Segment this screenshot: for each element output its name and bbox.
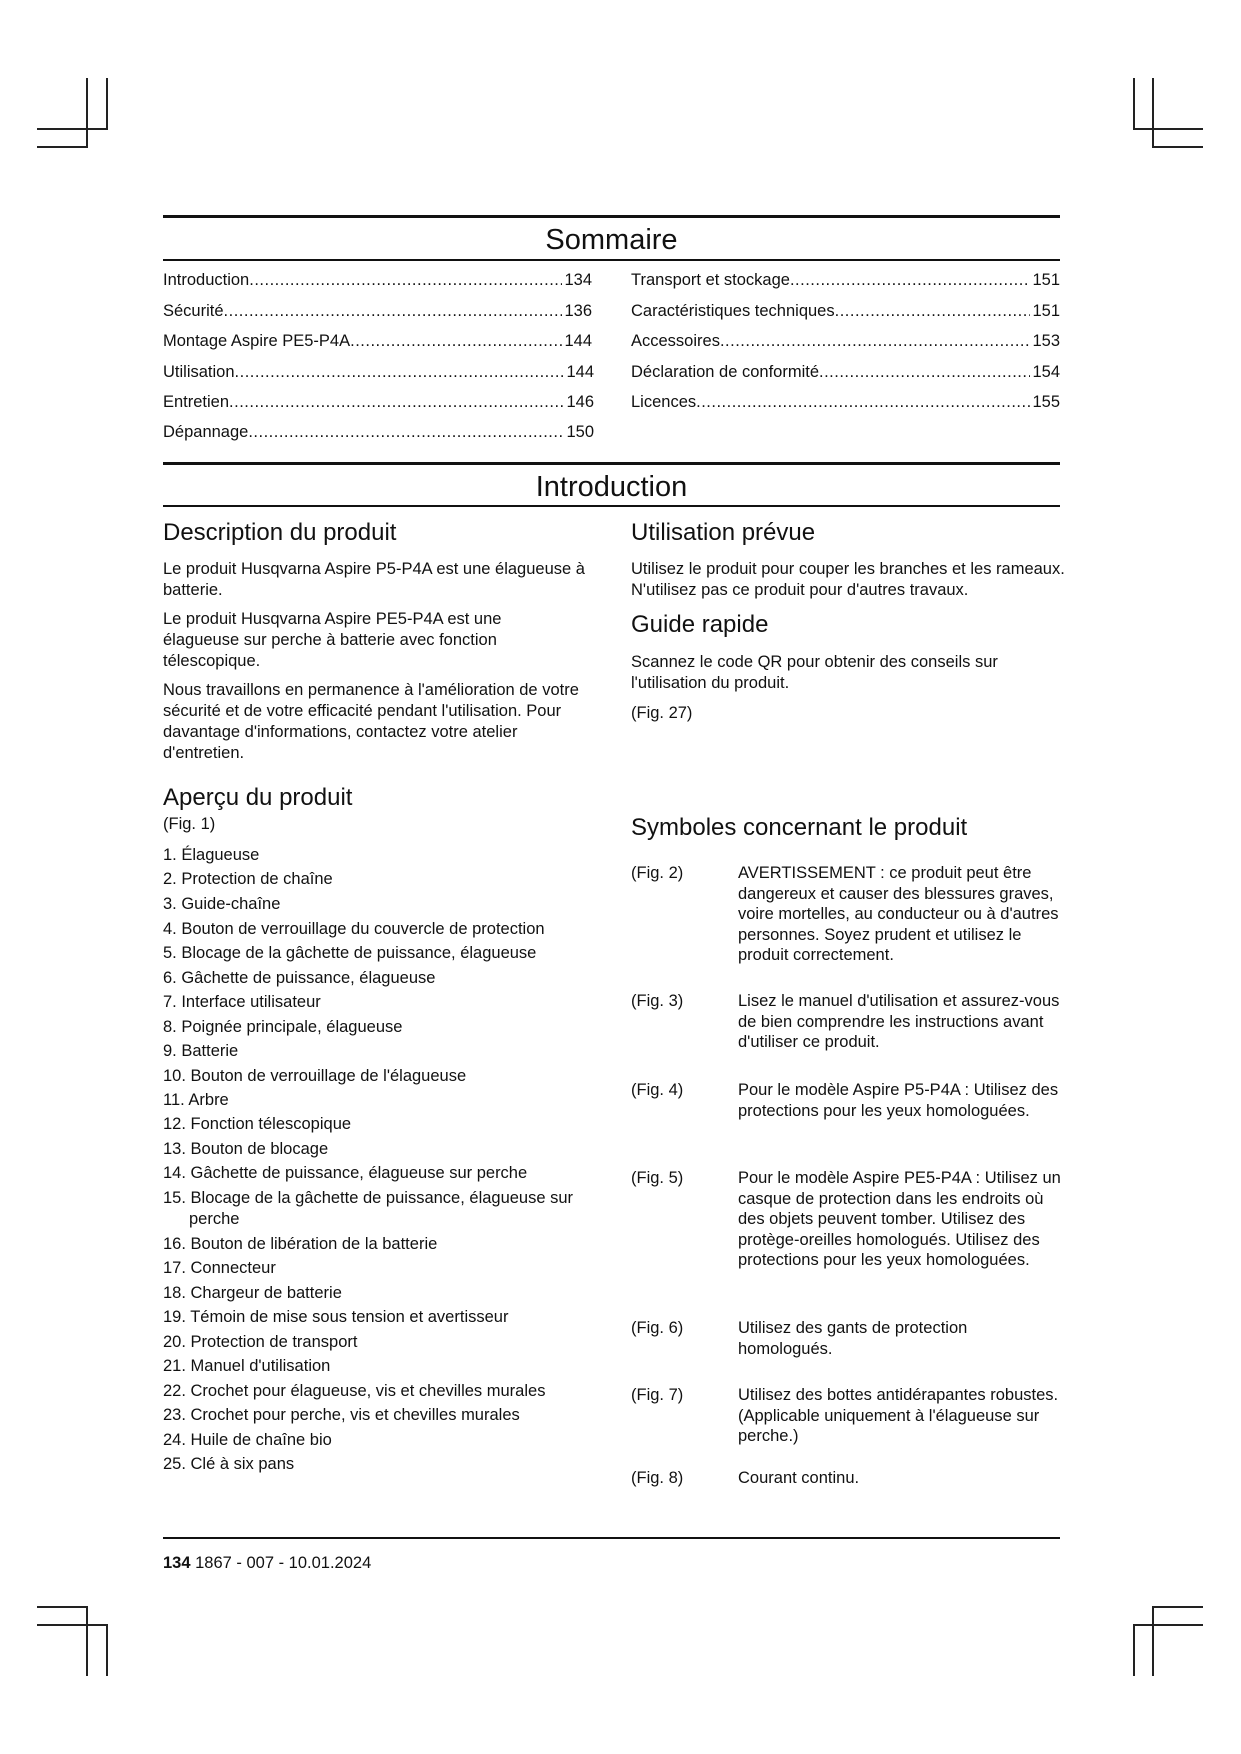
guide-paragraph: Scannez le code QR pour obtenir des conseils sur l'utilisation du produit.: [631, 653, 998, 692]
toc-entry[interactable]: [163, 422, 594, 442]
list-item: 1. Élagueuse: [163, 846, 260, 864]
list-item-text: 15. Blocage de la gâchette de puissance, élagueuse sur: [163, 1189, 574, 1207]
toc-entry-page: 136: [564, 302, 592, 320]
toc-title: Sommaire: [545, 224, 678, 256]
toc-entry[interactable]: [163, 331, 592, 351]
toc-entry-label: Montage Aspire PE5-P4A: [163, 332, 351, 350]
toc-entry-page: 153: [1032, 332, 1060, 350]
symbol-description: Utilisez des bottes antidérapantes robustes. (Applicable uniquement à l'élagueuse sur perche.): [738, 1386, 1059, 1445]
list-item: 20. Protection de transport: [163, 1333, 358, 1351]
symbol-fig-ref: (Fig. 4): [631, 1081, 684, 1099]
toc-entry[interactable]: [163, 362, 594, 382]
symbol-description: Courant continu.: [738, 1469, 860, 1487]
list-item: 18. Chargeur de batterie: [163, 1284, 342, 1302]
description-paragraph: Nous travaillons en permanence à l'amélioration de votre sécurité et de votre efficacité pendant l'utilisation. Pour davantage d'informations, contactez votre atelier d'entretien.: [163, 681, 579, 762]
list-item: 24. Huile de chaîne bio: [163, 1431, 332, 1449]
list-item: 3. Guide-chaîne: [163, 895, 281, 913]
symbol-description: Pour le modèle Aspire P5-P4A : Utilisez des protections pour les yeux homologuées.: [738, 1081, 1059, 1120]
list-item: 19. Témoin de mise sous tension et avertisseur: [163, 1308, 509, 1326]
toc-entry-label: Entretien: [163, 393, 230, 411]
list-item: 8. Poignée principale, élagueuse: [163, 1018, 403, 1036]
symbol-description: Lisez le manuel d'utilisation et assurez-vous de bien comprendre les instructions avant d'utiliser ce produit.: [738, 992, 1060, 1051]
list-item: 6. Gâchette de puissance, élagueuse: [163, 969, 436, 987]
toc-entry-label: Introduction: [163, 271, 250, 289]
apercu-fig-ref: (Fig. 1): [163, 815, 216, 833]
toc-entry-page: 151: [1032, 302, 1060, 320]
toc-entry-page: 146: [566, 393, 594, 411]
utilisation-paragraph: Utilisez le produit pour couper les branches et les rameaux. N'utilisez pas ce produit pour d'autres travaux.: [631, 560, 1065, 599]
toc-entry-page: 151: [1032, 271, 1060, 289]
symbol-fig-ref: (Fig. 2): [631, 864, 684, 882]
list-item: 10. Bouton de verrouillage de l'élagueuse: [163, 1067, 467, 1085]
toc-entry[interactable]: [163, 301, 592, 321]
description-heading: Description du produit: [163, 519, 397, 546]
toc-entry-label: Dépannage: [163, 423, 249, 441]
divider: [163, 505, 1060, 507]
page-footer: [163, 1553, 371, 1573]
toc-entry-page: 154: [1032, 363, 1060, 381]
section-title: Introduction: [535, 471, 688, 503]
toc-entry[interactable]: [631, 301, 1060, 321]
divider: [163, 215, 1060, 218]
list-item: [163, 1188, 603, 1230]
divider: [163, 462, 1060, 465]
symbol-fig-ref: (Fig. 5): [631, 1169, 684, 1187]
list-item: 23. Crochet pour perche, vis et chevilles murales: [163, 1406, 520, 1424]
symbol-description: AVERTISSEMENT : ce produit peut être dangereux et causer des blessures graves, voire mortelles, au conducteur ou à d'autres personnes. Soyez prudent et utilisez le produit correctement.: [738, 864, 1059, 964]
symbol-fig-ref: (Fig. 6): [631, 1319, 684, 1337]
toc-entry-label: Accessoires: [631, 332, 720, 350]
symbol-fig-ref: (Fig. 8): [631, 1469, 684, 1487]
list-item: 12. Fonction télescopique: [163, 1115, 352, 1133]
description-paragraph: Le produit Husqvarna Aspire P5-P4A est une élagueuse à batterie.: [163, 560, 585, 599]
list-item: 14. Gâchette de puissance, élagueuse sur perche: [163, 1164, 528, 1182]
document-reference: 1867 - 007 - 10.01.2024: [195, 1554, 372, 1572]
toc-entry-label: Licences: [631, 393, 697, 411]
toc-entry-page: 134: [564, 271, 592, 289]
toc-entry-label: Utilisation: [163, 363, 235, 381]
list-item: 16. Bouton de libération de la batterie: [163, 1235, 438, 1253]
guide-fig-ref: (Fig. 27): [631, 704, 693, 722]
toc-entry-page: 144: [564, 332, 592, 350]
toc-entry-label: Caractéristiques techniques: [631, 302, 835, 320]
toc-entry-label: Déclaration de conformité: [631, 363, 820, 381]
list-item: 4. Bouton de verrouillage du couvercle de protection: [163, 920, 545, 938]
toc-entry-page: 150: [566, 423, 594, 441]
symbol-fig-ref: (Fig. 3): [631, 992, 684, 1010]
toc-entry[interactable]: [163, 270, 592, 290]
guide-heading: Guide rapide: [631, 611, 769, 638]
toc-entry[interactable]: [631, 331, 1060, 351]
description-paragraph: Le produit Husqvarna Aspire PE5-P4A est une élagueuse sur perche à batterie avec fonction télescopique.: [163, 610, 502, 670]
list-item: 7. Interface utilisateur: [163, 993, 321, 1011]
list-item: 21. Manuel d'utilisation: [163, 1357, 331, 1375]
symboles-heading: Symboles concernant le produit: [631, 814, 968, 841]
list-item: 2. Protection de chaîne: [163, 870, 333, 888]
list-item: 11. Arbre: [163, 1091, 229, 1109]
symbol-fig-ref: (Fig. 7): [631, 1386, 684, 1404]
list-item: 17. Connecteur: [163, 1259, 276, 1277]
page-number: 134: [163, 1554, 191, 1572]
list-item: 5. Blocage de la gâchette de puissance, élagueuse: [163, 944, 537, 962]
list-item: 9. Batterie: [163, 1042, 239, 1060]
list-item: 25. Clé à six pans: [163, 1455, 295, 1473]
symbol-description: Pour le modèle Aspire PE5-P4A : Utilisez un casque de protection dans les endroits où des objets peuvent tomber. Utilisez des protège-oreilles homologués. Utilisez des protections pour les yeux homologuées.: [738, 1169, 1061, 1269]
toc-entry-page: 155: [1032, 393, 1060, 411]
list-item: 13. Bouton de blocage: [163, 1140, 329, 1158]
toc-entry[interactable]: [631, 270, 1060, 290]
toc-entry-label: Transport et stockage: [631, 271, 790, 289]
toc-entry-label: Sécurité: [163, 302, 224, 320]
footer-divider: [163, 1537, 1060, 1539]
toc-entry[interactable]: [631, 392, 1060, 412]
toc-entry[interactable]: [631, 362, 1060, 382]
utilisation-heading: Utilisation prévue: [631, 519, 816, 546]
toc-entry[interactable]: [163, 392, 594, 412]
symbol-description: Utilisez des gants de protection homologués.: [738, 1319, 968, 1358]
apercu-heading: Aperçu du produit: [163, 784, 353, 811]
divider: [163, 259, 1060, 261]
list-item-continuation: perche: [189, 1210, 240, 1228]
toc-entry-page: 144: [566, 363, 594, 381]
list-item: 22. Crochet pour élagueuse, vis et chevilles murales: [163, 1382, 546, 1400]
